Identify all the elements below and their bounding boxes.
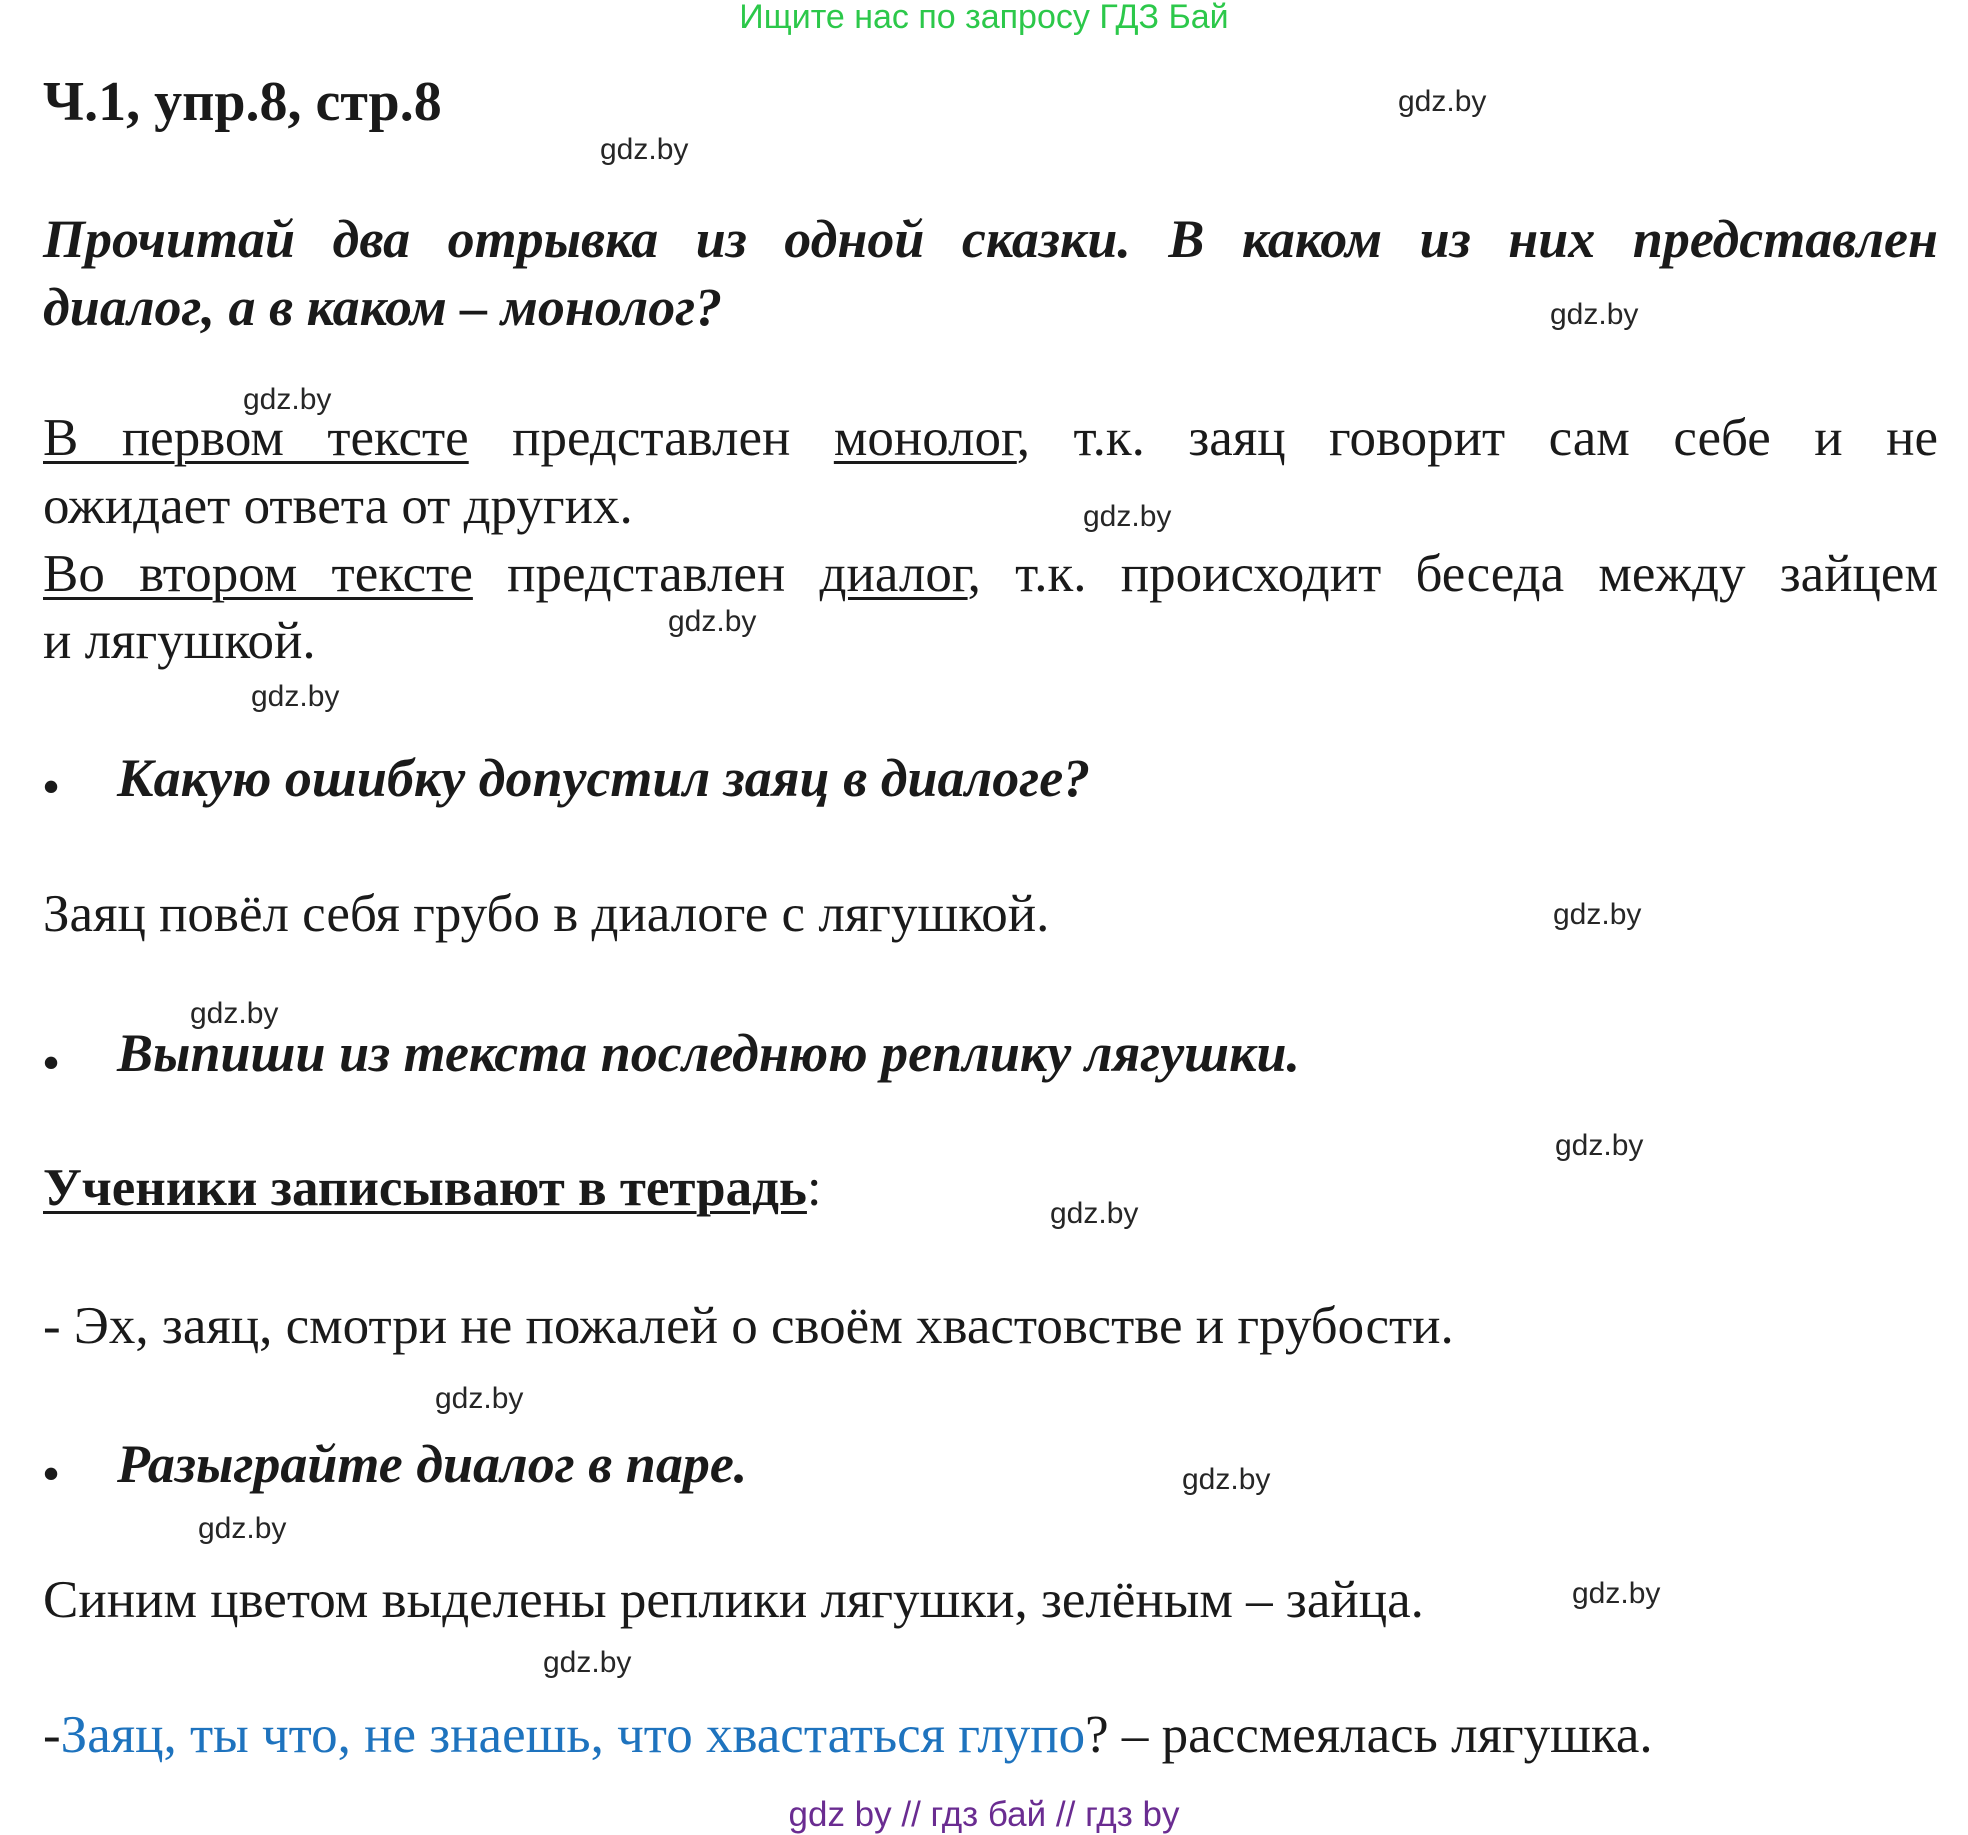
frog-replica: Заяц, ты что, не знаешь, что хвастаться глупо [60, 1706, 1086, 1764]
search-banner: Ищите нас по запросу ГДЗ Бай [739, 0, 1229, 36]
question-4: Разыграйте диалог в паре. [117, 1434, 748, 1494]
answer1-line-3 [43, 544, 1938, 604]
task-line-1: Прочитай два отрывка из одной сказки. В каком из них представлен [43, 209, 1938, 269]
watermark: gdz.by [1553, 898, 1642, 931]
task-line-2: диалог, а в каком – монолог? [43, 277, 723, 337]
watermark: gdz.by [1555, 1129, 1644, 1162]
answer-3: - Эх, заяц, смотри не пожалей о своём хвастовстве и грубости. [43, 1297, 1454, 1355]
note-line [43, 1158, 822, 1218]
watermark: gdz.by [1398, 85, 1487, 118]
answer1-line-1 [43, 408, 1938, 468]
bullet-icon: • [43, 1037, 60, 1088]
question-3: Выпиши из текста последнюю реплику лягушки. [117, 1023, 1301, 1083]
monolog-word: монолог [833, 409, 1017, 467]
answer1-text: , т.к. заяц говорит сам себе и не [1016, 409, 1938, 467]
note-label: Ученики записывают в тетрадь [43, 1159, 807, 1217]
dialog-rest: ? – рассмеялась лягушка. [1085, 1706, 1653, 1764]
watermark: gdz.by [1050, 1197, 1139, 1230]
watermark: gdz.by [243, 383, 332, 416]
first-text-phrase: В первом тексте [43, 409, 469, 467]
watermark: gdz.by [251, 680, 340, 713]
bullet-icon: • [43, 1448, 60, 1499]
dialog-line [43, 1705, 1653, 1765]
watermark: gdz.by [600, 133, 689, 166]
dialog-word: диалог [819, 545, 968, 603]
page-heading: Ч.1, упр.8, стр.8 [43, 71, 442, 133]
watermark: gdz.by [1572, 1577, 1661, 1610]
watermark: gdz.by [543, 1646, 632, 1679]
watermark: gdz.by [1182, 1463, 1271, 1496]
question-2: Какую ошибку допустил заяц в диалоге? [117, 748, 1091, 808]
answer1-line-4: и лягушкой. [43, 612, 316, 670]
answer-2: Заяц повёл себя грубо в диалоге с лягушкой. [43, 885, 1050, 943]
watermark: gdz.by [190, 997, 279, 1030]
watermark: gdz.by [1550, 298, 1639, 331]
answer1-text: представлен [472, 545, 820, 603]
answer-4: Синим цветом выделены реплики лягушки, зелёным – зайца. [43, 1571, 1424, 1629]
footer-links: gdz by // гдз бай // гдз by [788, 1795, 1180, 1834]
watermark: gdz.by [668, 605, 757, 638]
note-colon: : [806, 1159, 822, 1217]
watermark: gdz.by [1083, 500, 1172, 533]
bullet-icon: • [43, 761, 60, 812]
second-text-phrase: Во втором тексте [43, 545, 473, 603]
answer1-text: , т.к. происходит беседа между зайцем [967, 545, 1938, 603]
answer1-text: представлен [468, 409, 834, 467]
answer1-line-2: ожидает ответа от других. [43, 477, 633, 535]
watermark: gdz.by [435, 1382, 524, 1415]
dialog-dash: - [43, 1706, 61, 1764]
watermark: gdz.by [198, 1512, 287, 1545]
